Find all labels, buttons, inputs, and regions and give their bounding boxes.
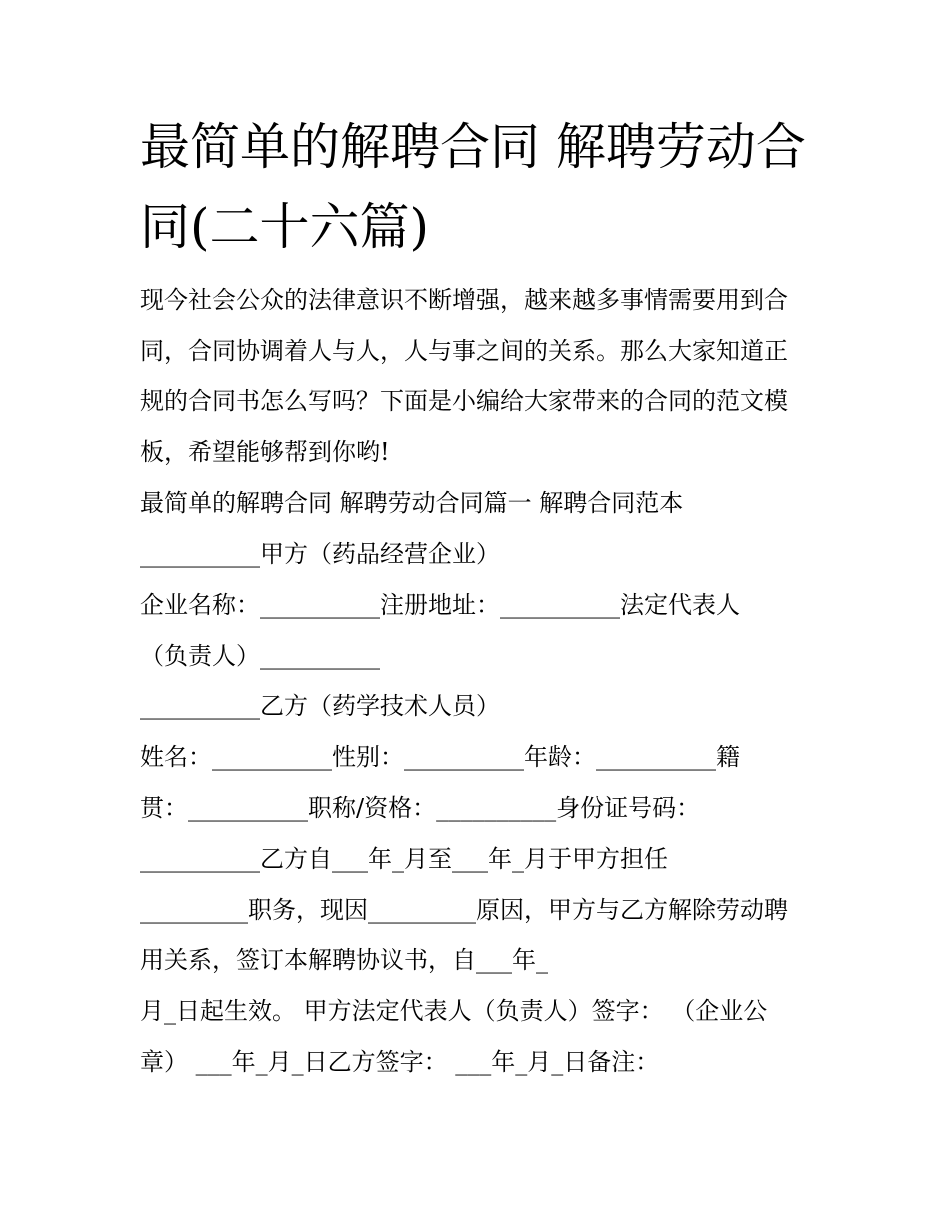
intro-line-1: 现今社会公众的法律意识不断增强，越来越多事情需要用到合 (140, 286, 788, 314)
party-a-line: __________甲方（药品经营企业） (140, 540, 500, 568)
document-title-line-2: 同(二十六篇) (140, 198, 430, 256)
signature-line-1: 月_日起生效。 甲方法定代表人（负责人）签字： （企业公 (140, 997, 768, 1025)
responsible-person-line: （负责人）__________ (140, 642, 380, 670)
termination-line-2: 用关系，签订本解聘协议书，自___年_ (140, 946, 548, 974)
term-line: __________乙方自___年_月至___年_月于甲方担任 (140, 845, 668, 873)
party-b-line: __________乙方（药学技术人员） (140, 692, 500, 720)
personal-info-line-1: 姓名：__________性别：__________年龄：__________籍 (140, 743, 740, 771)
intro-line-3: 规的合同书怎么写吗？下面是小编给大家带来的合同的范文模 (140, 387, 788, 415)
termination-line-1: _________职务，现因_________原因，甲方与乙方解除劳动聘 (140, 896, 788, 924)
intro-line-4: 板，希望能够帮到你哟! (140, 438, 390, 466)
section-heading: 最简单的解聘合同 解聘劳动合同篇一 解聘合同范本 (140, 489, 684, 517)
personal-info-line-2: 贯：__________职称/资格：__________身份证号码： (140, 794, 701, 822)
document-title-line-1: 最简单的解聘合同 解聘劳动合 (140, 118, 806, 176)
intro-line-2: 同，合同协调着人与人，人与事之间的关系。那么大家知道正 (140, 337, 788, 365)
signature-line-2: 章） ___年_月_日乙方签字： ___年_月_日备注： (140, 1048, 660, 1076)
company-info-line: 企业名称：__________注册地址：__________法定代表人 (140, 591, 740, 619)
